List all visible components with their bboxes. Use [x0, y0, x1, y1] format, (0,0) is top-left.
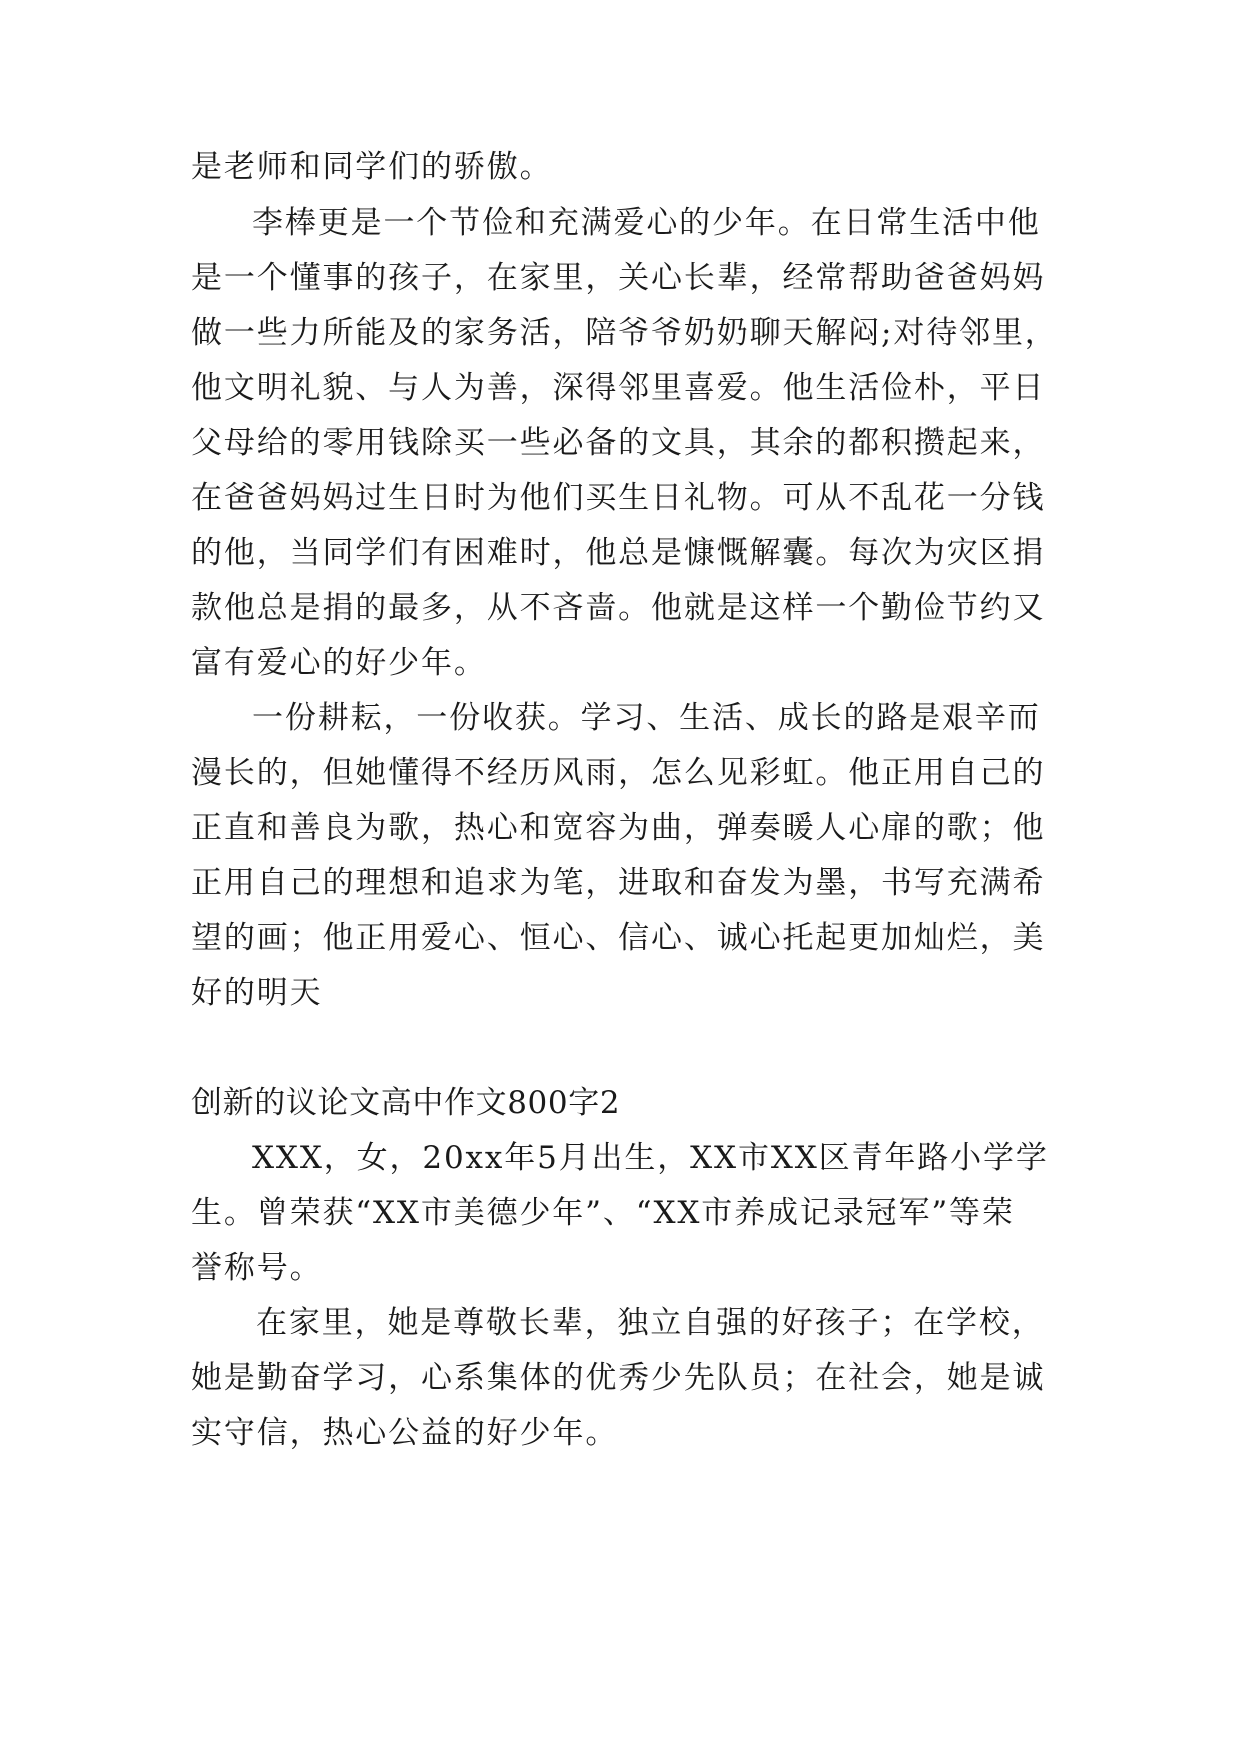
text-line: 富有爱心的好少年。	[191, 645, 487, 681]
text-line: 正用自己的理想和追求为笔，进取和奋发为墨，书写充满希	[191, 865, 1046, 901]
text-line: 是一个懂事的孩子，在家里，关心长辈，经常帮助爸爸妈妈	[191, 260, 1046, 296]
section-heading: 创新的议论文高中作文800字2	[191, 1085, 621, 1121]
text-line: 好的明天	[191, 975, 323, 1011]
text-line: 父母给的零用钱除买一些必备的文具，其余的都积攒起来，	[191, 425, 1046, 461]
text-line: 誉称号。	[191, 1250, 323, 1286]
text-line: 在爸爸妈妈过生日时为他们买生日礼物。可从不乱花一分钱	[191, 480, 1046, 516]
text-line: 李棒更是一个节俭和充满爱心的少年。在日常生活中他	[252, 205, 1041, 241]
text-line: 的他，当同学们有困难时，他总是慷慨解囊。每次为灾区捐	[191, 535, 1046, 571]
text-line: 他文明礼貌、与人为善，深得邻里喜爱。他生活俭朴，平日	[191, 370, 1046, 406]
text-line: XXX，女，20xx年5月出生，XX市XX区青年路小学学	[252, 1140, 1049, 1176]
text-line: 是老师和同学们的骄傲。	[191, 149, 553, 185]
text-line: 她是勤奋学习，心系集体的优秀少先队员；在社会，她是诚	[191, 1360, 1046, 1396]
text-line: 望的画；他正用爱心、恒心、信心、诚心托起更加灿烂，美	[191, 920, 1046, 956]
text-line: 生。曾荣获“XX市美德少年”、“XX市养成记录冠军”等荣	[191, 1195, 1015, 1231]
text-line: 一份耕耘，一份收获。学习、生活、成长的路是艰辛而	[252, 700, 1041, 736]
text-line: 款他总是捐的最多，从不吝啬。他就是这样一个勤俭节约又	[191, 590, 1046, 626]
text-line: 在家里，她是尊敬长辈，独立自强的好孩子；在学校，	[256, 1305, 1045, 1341]
text-line: 做一些力所能及的家务活，陪爷爷奶奶聊天解闷;对待邻里，	[191, 315, 1058, 351]
text-line: 实守信，热心公益的好少年。	[191, 1415, 619, 1451]
text-line: 正直和善良为歌，热心和宽容为曲，弹奏暖人心扉的歌；他	[191, 810, 1046, 846]
text-line: 漫长的，但她懂得不经历风雨，怎么见彩虹。他正用自己的	[191, 755, 1046, 791]
